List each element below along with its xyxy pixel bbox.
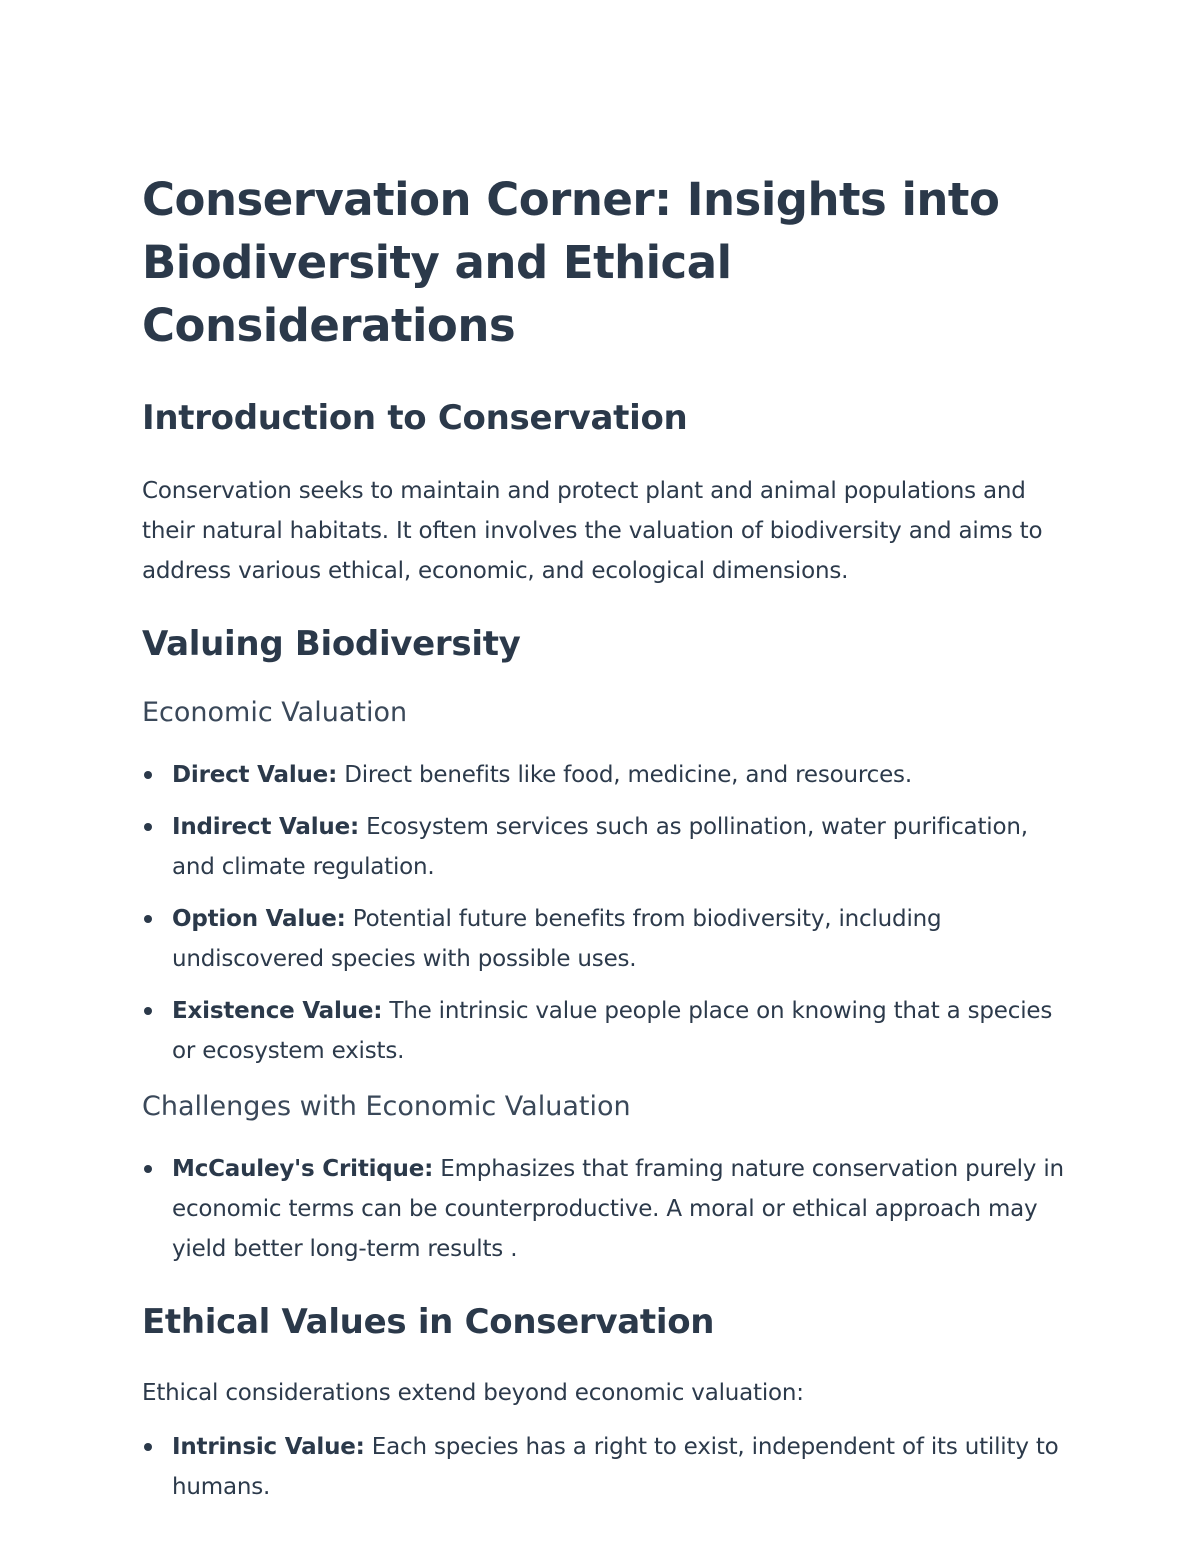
list-item-term: Option Value:: [172, 906, 346, 932]
bullet-icon: [144, 915, 152, 923]
list-item-term: Existence Value:: [172, 998, 383, 1024]
list-item-option-value: [142, 899, 1072, 979]
economic-valuation-list: [142, 755, 1072, 1071]
bullet-icon: [144, 771, 152, 779]
list-item-text: Potential future benefits from biodiversity, including undiscovered species with possible uses.: [172, 906, 942, 972]
subheading-challenges: Challenges with Economic Valuation: [142, 1091, 631, 1122]
list-item-text: Ecosystem services such as pollination, water purification, and climate regulation.: [172, 814, 1028, 880]
list-item-mccauley-critique: [142, 1149, 1072, 1269]
list-item-text: Each species has a right to exist, independent of its utility to humans.: [172, 1434, 1059, 1500]
ethical-values-list: [142, 1427, 1072, 1507]
list-item-text: Emphasizes that framing nature conservation purely in economic terms can be counterproductive. A moral or ethical approach may yield better long-term results .: [172, 1156, 1064, 1262]
list-item-intrinsic-value: [142, 1427, 1072, 1507]
list-item-term: Direct Value:: [172, 762, 338, 788]
list-item-indirect-value: [142, 807, 1072, 887]
bullet-icon: [144, 1165, 152, 1173]
intro-paragraph: Conservation seeks to maintain and protect plant and animal populations and their natural habitats. It often involves the valuation of biodiversity and aims to address various ethical, economic, and ecological dimensions.: [142, 478, 1043, 584]
list-item-term: Intrinsic Value:: [172, 1434, 365, 1460]
ethical-paragraph: Ethical considerations extend beyond economic valuation:: [142, 1380, 804, 1406]
list-item-term: Indirect Value:: [172, 814, 359, 840]
section-heading-ethical-values: Ethical Values in Conservation: [142, 1302, 715, 1342]
bullet-icon: [144, 823, 152, 831]
section-heading-introduction: Introduction to Conservation: [142, 398, 688, 438]
list-item-direct-value: [142, 755, 1072, 795]
list-item-text: Direct benefits like food, medicine, and resources.: [337, 762, 912, 788]
challenges-list: [142, 1149, 1072, 1269]
list-item-term: McCauley's Critique:: [172, 1156, 434, 1182]
list-item-existence-value: [142, 991, 1072, 1071]
bullet-icon: [144, 1443, 152, 1451]
bullet-icon: [144, 1007, 152, 1015]
subheading-economic-valuation: Economic Valuation: [142, 697, 408, 728]
list-item-text: The intrinsic value people place on knowing that a species or ecosystem exists.: [172, 998, 1053, 1064]
section-heading-valuing-biodiversity: Valuing Biodiversity: [142, 624, 521, 664]
document-title: Conservation Corner: Insights into Biodiversity and Ethical Considerations: [142, 173, 1000, 352]
document-page: [142, 168, 1072, 1519]
